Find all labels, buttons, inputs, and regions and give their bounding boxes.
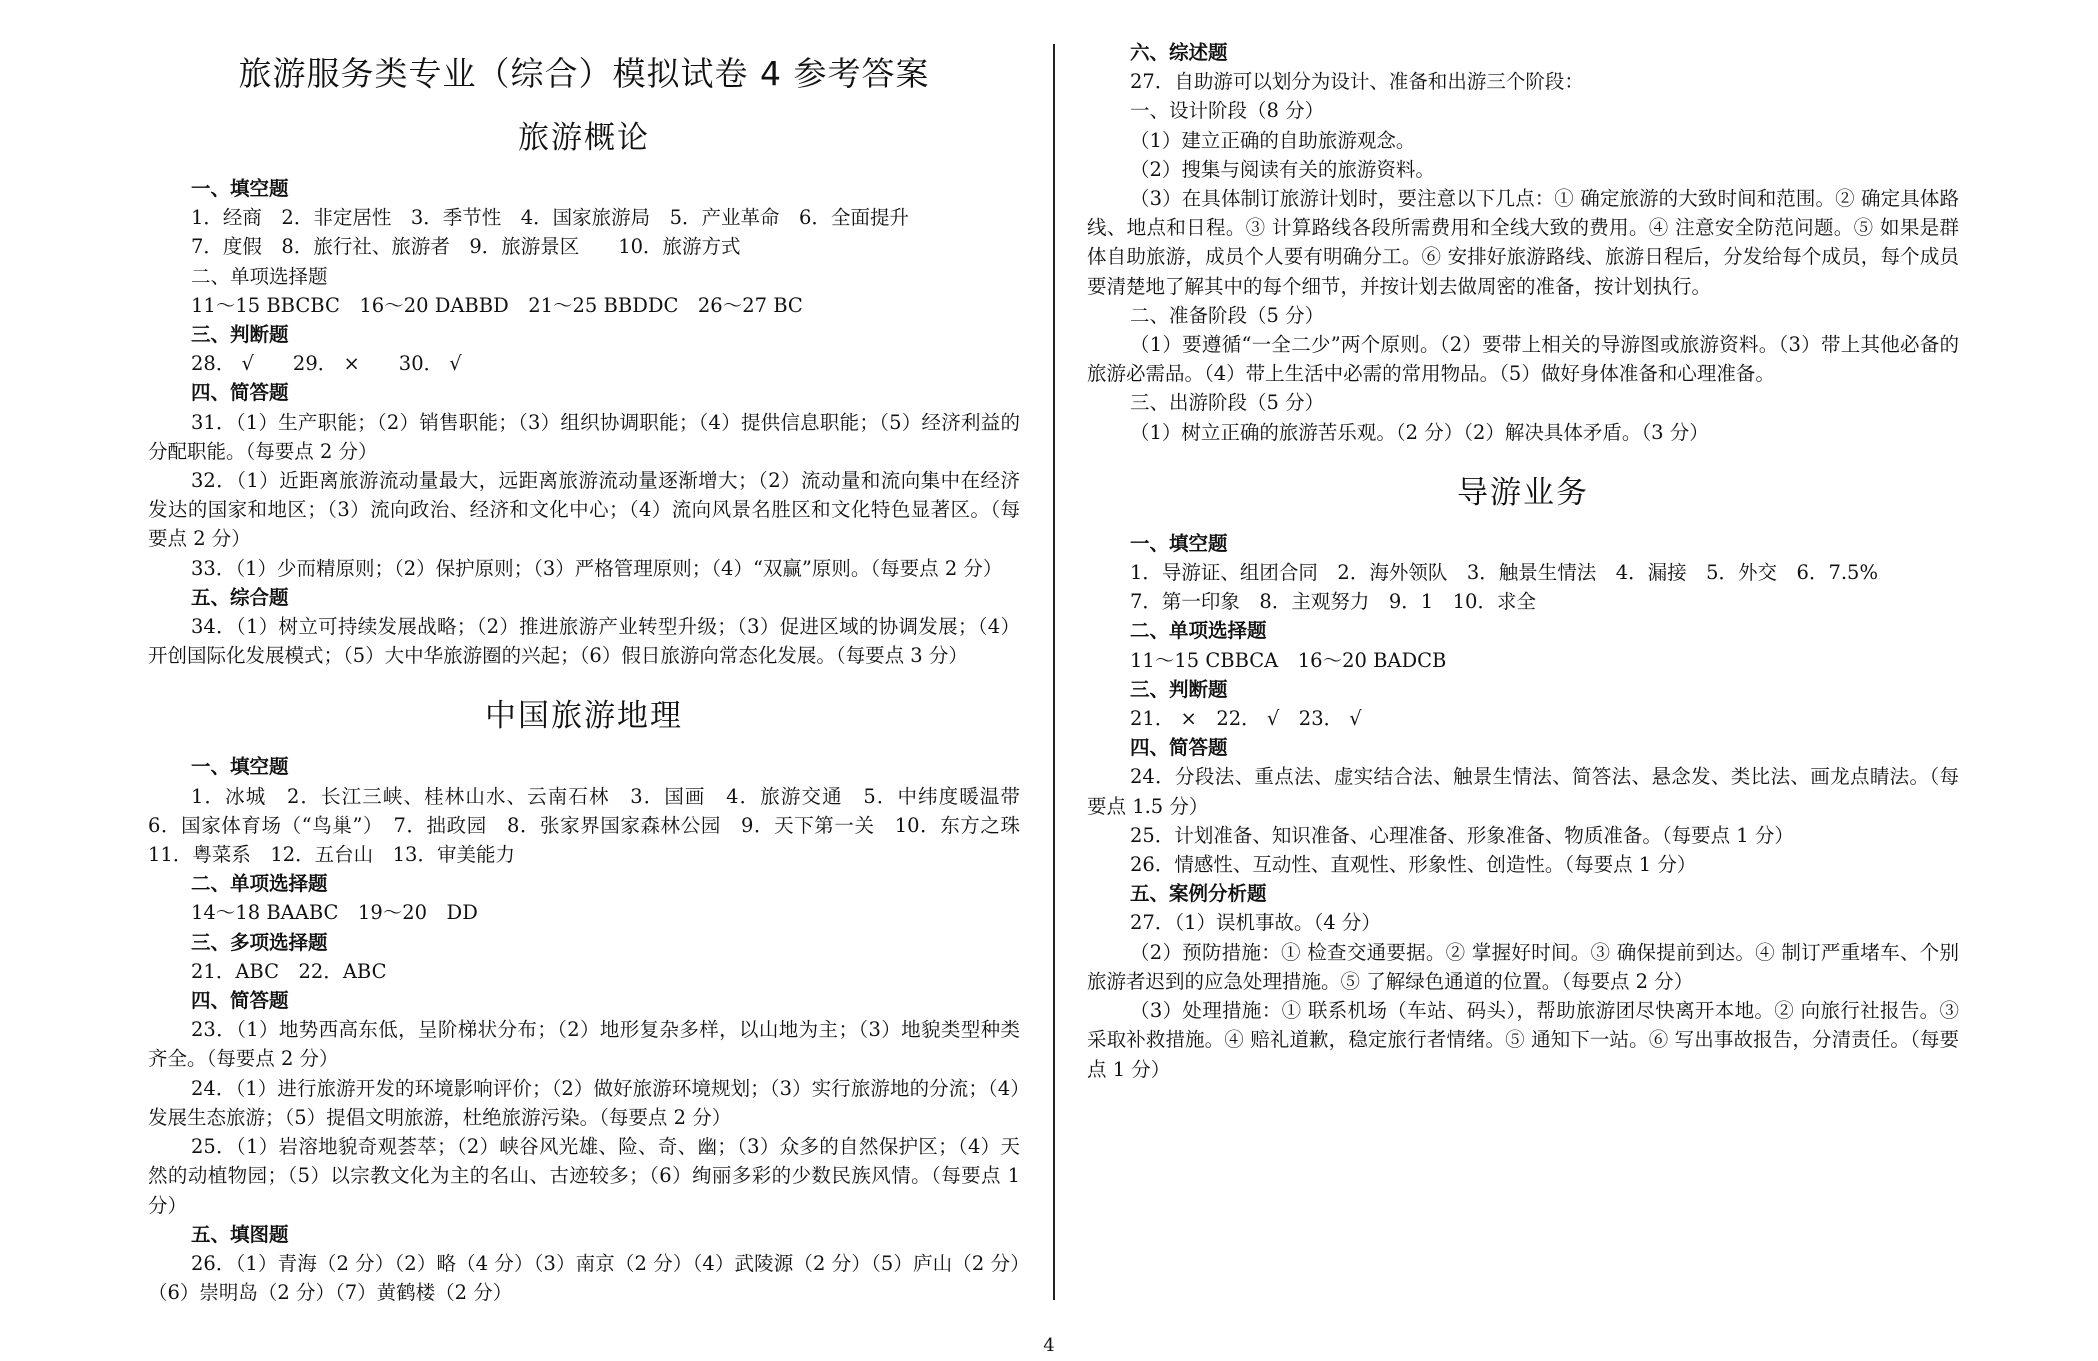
answer-line: 21． × 22． √ 23． √	[1130, 707, 1362, 731]
answer-paragraph: （1）树立正确的旅游苦乐观。（2 分）（2）解决具体矛盾。（3 分）	[1130, 420, 1709, 444]
heading-travel-phase: 三、出游阶段（5 分）	[1130, 391, 1325, 415]
answer-paragraph: 24．（1）进行旅游开发的环境影响评价；（2）做好旅游环境规划；（3）实行旅游地的分流；（4）发展生态旅游；（5）提倡文明旅游，杜绝旅游污染。（每要点 2 分）	[148, 1076, 1020, 1129]
answer-paragraph: （2）预防措施：① 检查交通要据。② 掌握好时间。③ 确保提前到达。④ 制订严重堵车、个别旅游者迟到的应急处理措施。⑤ 了解绿色通道的位置。（每要点 2 分）	[1087, 940, 1959, 993]
answer-line: 7．度假 8．旅行社、旅游者 9．旅游景区 10．旅游方式	[191, 235, 741, 259]
answer-line: 11～15 BBCBC 16～20 DABBD 21～25 BBDDC 26～27 BC	[191, 293, 803, 317]
answer-paragraph: 24．分段法、重点法、虚实结合法、触景生情法、简答法、悬念发、类比法、画龙点睛法。（每要点 1.5 分）	[1087, 765, 1959, 818]
answer-line: 21．ABC 22．ABC	[191, 959, 387, 983]
answer-paragraph: 31．（1）生产职能；（2）销售职能；（3）组织协调职能；（4）提供信息职能；（5）经济利益的分配职能。（每要点 2 分）	[148, 410, 1020, 463]
answer-line: 1．导游证、组团合同 2．海外领队 3．触景生情法 4．漏接 5．外交 6．7.5%	[1130, 561, 1878, 585]
right-column	[1087, 38, 1959, 1084]
answer-paragraph: （1）要遵循“一全二少”两个原则。（2）要带上相关的导游图或旅游资料。（3）带上其他必备的旅游必需品。（4）带上生活中必需的常用物品。（5）做好身体准备和心理准备。	[1087, 333, 1959, 386]
answer-paragraph: 33．（1）少而精原则；（2）保护原则；（3）严格管理原则；（4）“双赢”原则。（每要点 2 分）	[191, 556, 1003, 580]
answer-paragraph: 32．（1）近距离旅游流动量最大，远距离旅游流动量逐渐增大；（2）流动量和流向集中在经济发达的国家和地区；（3）流向政治、经济和文化中心；（4）流向风景名胜区和文化特色显著区。（每要点 2 分）	[148, 469, 1020, 551]
answer-line: 14～18 BAABC 19～20 DD	[191, 901, 478, 925]
heading-short-answer: 四、简答题	[1130, 736, 1228, 760]
heading-fill-blank: 一、填空题	[191, 755, 289, 779]
answer-line: 28． √ 29． × 30． √	[191, 352, 462, 376]
heading-prepare-phase: 二、准备阶段（5 分）	[1130, 303, 1325, 327]
heading-map-fill: 五、填图题	[191, 1222, 289, 1246]
heading-short-answer: 四、简答题	[191, 381, 289, 405]
section-title-china-geography: 中国旅游地理	[485, 698, 683, 735]
page-title: 旅游服务类专业（综合）模拟试卷 4 参考答案	[238, 54, 930, 93]
heading-single-choice: 二、单项选择题	[1130, 619, 1267, 643]
heading-case-analysis: 五、案例分析题	[1130, 882, 1267, 906]
answer-paragraph: （3）在具体制订旅游计划时，要注意以下几点：① 确定旅游的大致时间和范围。② 确定具体路线、地点和日程。③ 计算路线各段所需费用和全线大致的费用。④ 注意安全防范问题。⑤ 如果是群体自助旅游，成员个人要有明确分工。⑥ 安排好旅游路线、旅游日程后，分发给每个成员，每个成员要清楚地了解其中的每个细节，并按计划去做周密的准备，按计划执行。	[1087, 187, 1959, 298]
page-number: 4	[1043, 1335, 1055, 1356]
heading-multiple-choice: 三、多项选择题	[191, 930, 328, 954]
heading-true-false: 三、判断题	[1130, 677, 1228, 701]
heading-fill-blank: 一、填空题	[1130, 531, 1228, 555]
heading-fill-blank: 一、填空题	[191, 177, 289, 200]
answer-line: 7．第一印象 8．主观努力 9．1 10．求全	[1130, 590, 1536, 614]
answer-paragraph: 34．（1）树立可持续发展战略；（2）推进旅游产业转型升级；（3）促进区域的协调发展；（4）开创国际化发展模式；（5）大中华旅游圈的兴起；（6）假日旅游向常态化发展。（每要点 3 分）	[148, 615, 1020, 668]
heading-design-phase: 一、设计阶段（8 分）	[1130, 99, 1325, 123]
answer-paragraph: 27．（1）误机事故。（4 分）	[1130, 911, 1381, 935]
answer-paragraph: 27．自助游可以划分为设计、准备和出游三个阶段：	[1130, 70, 1584, 94]
answer-paragraph: 26．情感性、互动性、直观性、形象性、创造性。（每要点 1 分）	[1130, 853, 1697, 877]
heading-true-false: 三、判断题	[191, 323, 289, 347]
answer-paragraph: （3）处理措施：① 联系机场（车站、码头），帮助旅游团尽快离开本地。② 向旅行社报告。③ 采取补救措施。④ 赔礼道歉，稳定旅行者情绪。⑤ 通知下一站。⑥ 写出事故报告，分清责任。（每要点 1 分）	[1087, 999, 1959, 1081]
answer-paragraph: 1．冰城 2．长江三峡、桂林山水、云南石林 3．国画 4．旅游交通 5．中纬度暖温带 6．国家体育场（“鸟巢”） 7．拙政园 8．张家界国家森林公园 9．天下第一关 10．东方之珠 11．粤菜系 12．五台山 13．审美能力	[148, 784, 1040, 867]
left-column	[148, 38, 1040, 1307]
heading-short-answer: 四、简答题	[191, 989, 289, 1013]
answer-paragraph: 25．计划准备、知识准备、心理准备、形象准备、物质准备。（每要点 1 分）	[1130, 823, 1794, 847]
section-title-guide-business: 导游业务	[1457, 474, 1589, 511]
answer-paragraph: 25．（1）岩溶地貌奇观荟萃；（2）峡谷风光雄、险、奇、幽；（3）众多的自然保护区；（4）天然的动植物园；（5）以宗教文化为主的名山、古迹较多；（6）绚丽多彩的少数民族风情。（每要点 1 分）	[148, 1135, 1020, 1217]
column-divider	[1053, 44, 1055, 1300]
heading-single-choice: 二、单项选择题	[191, 264, 328, 288]
answer-line: 11～15 CBBCA 16～20 BADCB	[1130, 648, 1447, 672]
heading-single-choice: 二、单项选择题	[191, 872, 328, 896]
heading-essay: 六、综述题	[1130, 41, 1228, 64]
answer-paragraph: （2）搜集与阅读有关的旅游资料。	[1130, 157, 1435, 181]
answer-paragraph: （1）建立正确的自助旅游观念。	[1130, 128, 1416, 152]
section-title-tourism-intro: 旅游概论	[518, 120, 650, 156]
heading-comprehensive: 五、综合题	[191, 585, 289, 609]
answer-paragraph: 26．（1）青海（2 分）（2）略（4 分）（3）南京（2 分）（4）武陵源（2 分）（5）庐山（2 分）（6）崇明岛（2 分）（7）黄鹤楼（2 分）	[148, 1251, 1020, 1305]
answer-line: 1．经商 2．非定居性 3．季节性 4．国家旅游局 5．产业革命 6．全面提升	[191, 206, 909, 230]
answer-paragraph: 23．（1）地势西高东低，呈阶梯状分布；（2）地形复杂多样，以山地为主；（3）地貌类型种类齐全。（每要点 2 分）	[148, 1018, 1020, 1071]
